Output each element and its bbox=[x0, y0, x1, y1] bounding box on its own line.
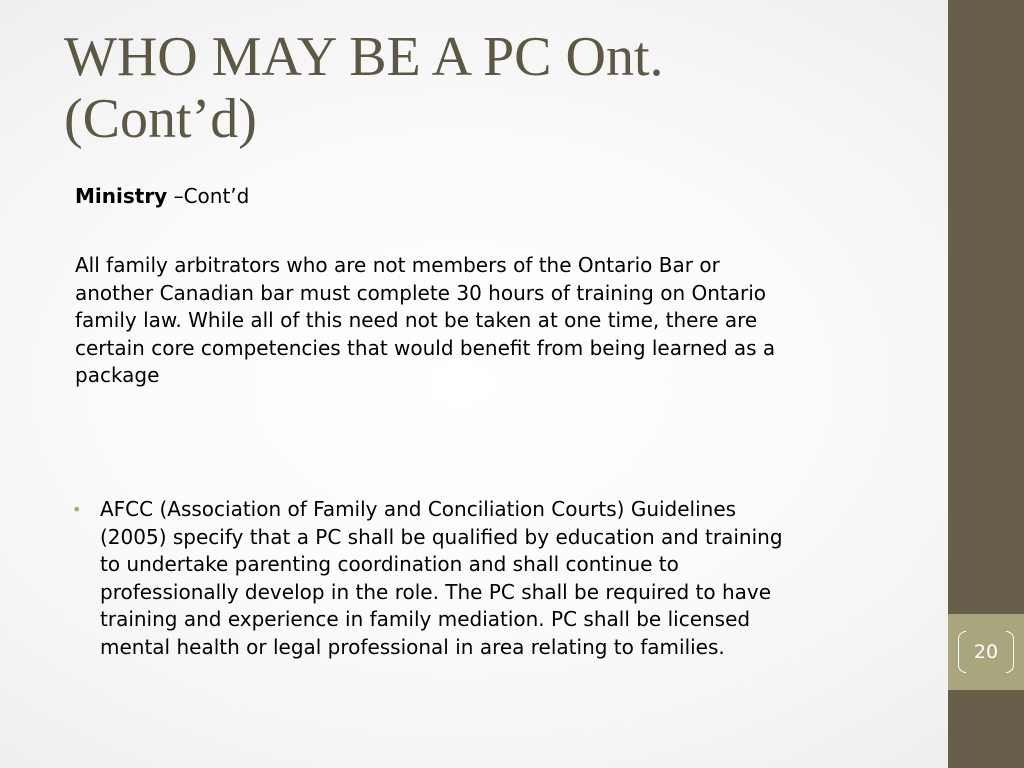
slide-title bbox=[64, 26, 924, 150]
subheading-rest: –Cont’d bbox=[167, 184, 250, 208]
bullet-line: to undertake parenting coordination and shall continue to bbox=[100, 552, 679, 576]
paragraph-line: another Canadian bar must complete 30 hours of training on Ontario bbox=[75, 280, 767, 305]
bullet-line: (2005) specify that a PC shall be qualified by education and training bbox=[100, 524, 783, 549]
paragraph-line: family law. While all of this need not be taken at one time, there are bbox=[75, 308, 758, 332]
paragraph-line: certain core competencies that would benefit from being learned as a bbox=[75, 335, 776, 360]
subheading bbox=[75, 184, 249, 208]
paragraph-line: package bbox=[75, 363, 160, 387]
bullet-text bbox=[100, 496, 783, 661]
title-line-2: (Cont’d) bbox=[64, 88, 257, 150]
page-number: 20 bbox=[973, 641, 999, 663]
page-number-box bbox=[948, 614, 1024, 690]
bullet-line: training and experience in family mediation. PC shall be licensed bbox=[100, 607, 751, 631]
bullet-line: mental health or legal professional in area relating to families. bbox=[100, 634, 725, 659]
bullet-marker-icon: • bbox=[72, 500, 82, 519]
bullet-line: AFCC (Association of Family and Conciliation Courts) Guidelines bbox=[100, 497, 737, 521]
title-line-1: WHO MAY BE A PC Ont. bbox=[64, 26, 664, 88]
bullet-line: professionally develop in the role. The PC shall be required to have bbox=[100, 579, 772, 604]
paragraph-line: All family arbitrators who are not members of the Ontario Bar or bbox=[75, 253, 720, 277]
body-paragraph bbox=[75, 252, 915, 390]
subheading-bold: Ministry bbox=[75, 184, 168, 208]
